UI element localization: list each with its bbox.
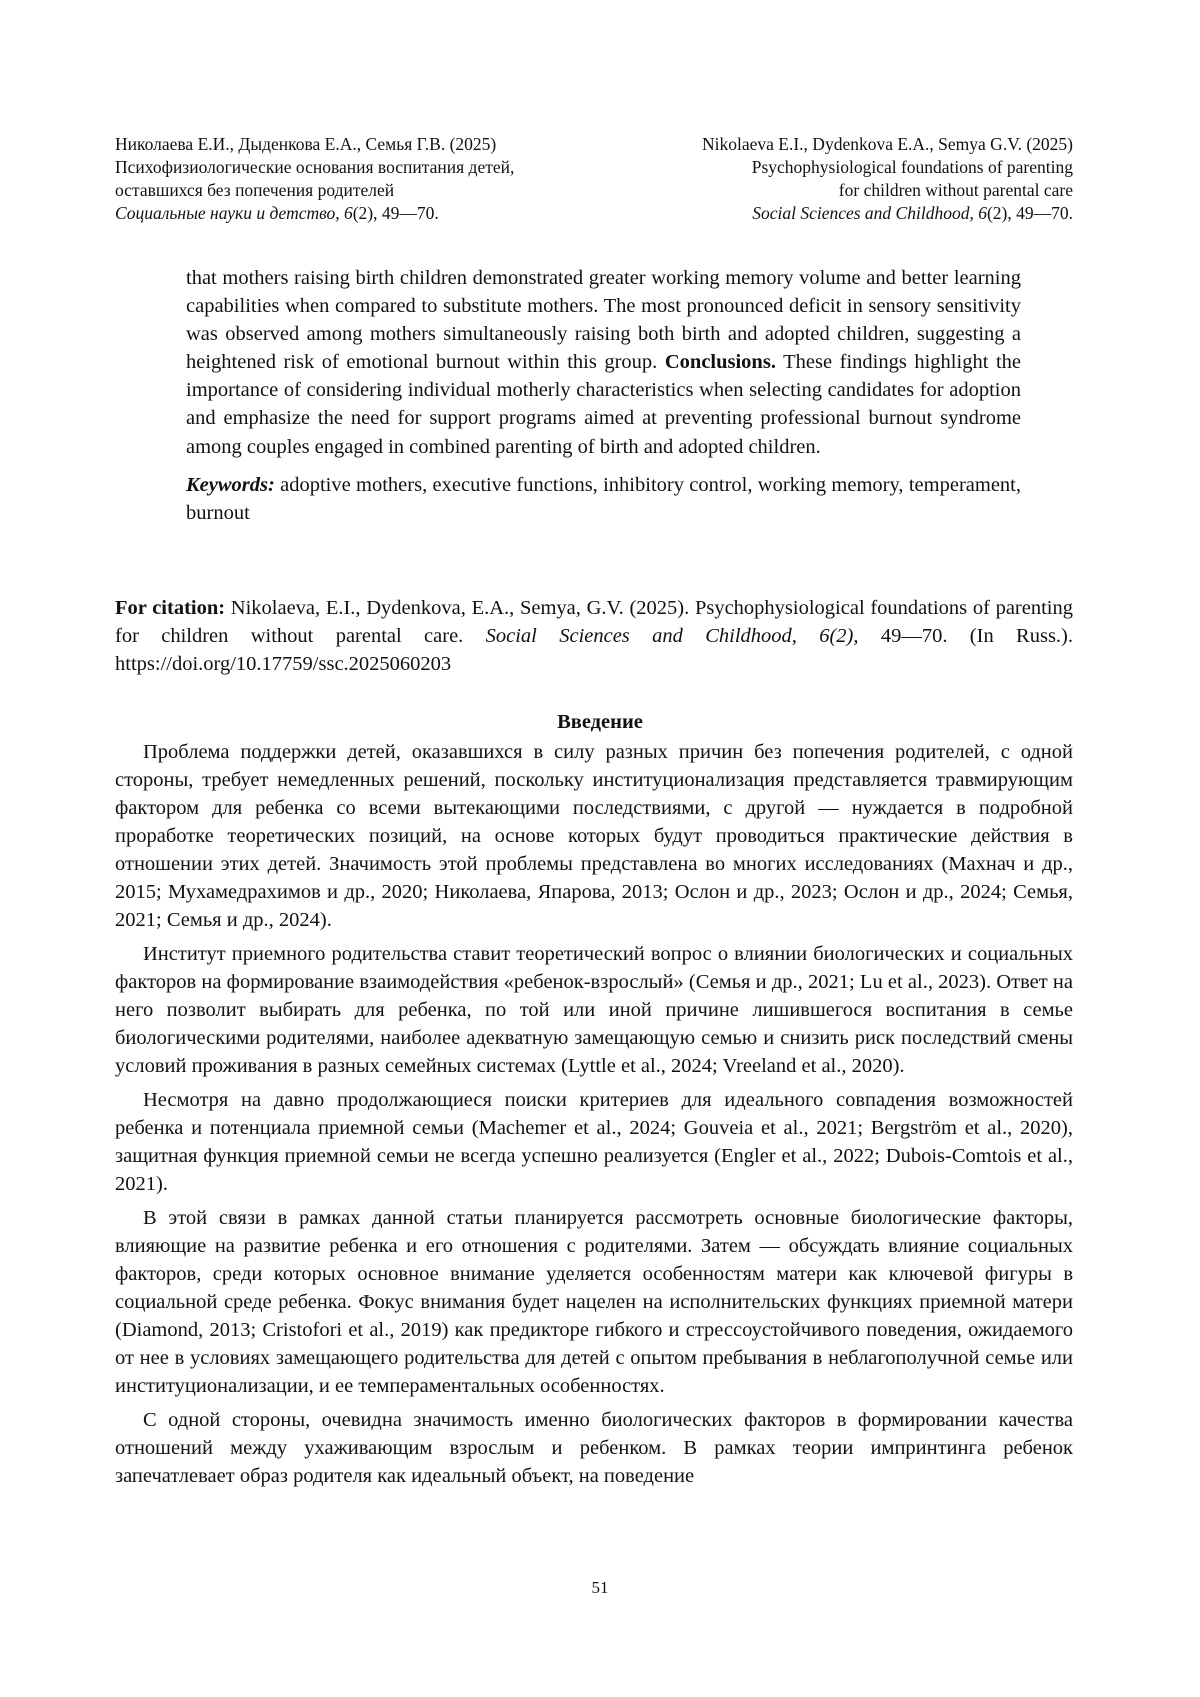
header-title-en-line1: Psychophysiological foundations of parenting — [751, 157, 1073, 177]
running-header — [115, 133, 1073, 225]
header-authors-ru: Николаева Е.И., Дыденкова Е.А., Семья Г.В. (2025) — [115, 134, 497, 154]
abstract-paragraph: that mothers raising birth children demonstrated greater working memory volume and better learning capabilities when compared to substitute mothers. The most pronounced deficit in sensory sensitivity was observed among mothers simultaneously raising both birth and adopted children, suggesting a heightened risk of emotional burnout within this group. Conclusions. These findings highlight the importance of considering individual motherly characteristics when selecting candidates for adoption and emphasize the need for support programs aimed at preventing professional burnout syndrome among couples engaged in combined parenting of birth and adopted children. — [186, 267, 1021, 458]
keywords-list: adoptive mothers, executive functions, inhibitory control, working memory, temperament, burnout — [186, 473, 1021, 524]
paragraph: Институт приемного родительства ставит теоретический вопрос о влиянии биологических и социальных факторов на формирование взаимодействия «ребенок-взрослый» (Семья и др., 2021; Lu et al., 2023). Ответ на него позволит выбирать для ребенка, по той или иной причине лишившегося воспитания в семье биологическими родителями, наиболее адекватную замещающую семью и снизить риск последствий смены условий проживания в разных семейных системах (Lyttle et al., 2024; Vreeland et al., 2020). — [115, 943, 1073, 1077]
paragraph: В этой связи в рамках данной статьи планируется рассмотреть основные биологические факторы, влияющие на развитие ребенка и его отношения с родителями. Затем — обсуждать влияние социальных факторов, среди которых основное внимание уделяется особенностям матери как ключевой фигуры в социальной среде ребенка. Фокус внимания будет нацелен на исполнительских функциях приемной матери (Diamond, 2013; Cristofori et al., 2019) как предикторе гибкого и стрессоустойчивого поведения, ожидаемого от нее в условиях замещающего родительства для детей с опытом пребывания в неблагополучной семье или институционализации, и ее темпераментальных особенностях. — [115, 1207, 1073, 1397]
citation-journal: Social Sciences and Childhood, 6 — [485, 625, 830, 647]
journal-issue-pages-en: (2), 49—70. — [986, 203, 1073, 223]
keywords-label: Keywords: — [186, 473, 275, 496]
header-authors-en: Nikolaeva E.I., Dydenkova E.A., Semya G.V. (2025) — [702, 134, 1073, 154]
paragraph: Проблема поддержки детей, оказавшихся в силу разных причин без попечения родителей, с одной стороны, требует немедленных решений, поскольку институционализация представляется травмирующим фактором для ребенка со всеми вытекающими последствиями, с другой — нуждается в подробной проработке теоретических позиций, на основе которых будут проводиться практические действия в отношении этих детей. Значимость этой проблемы представлена во многих исследованиях (Махнач и др., 2015; Мухамедрахимов и др., 2020; Николаева, Япарова, 2013; Ослон и др., 2023; Ослон и др., 2024; Семья, 2021; Семья и др., 2024). — [115, 741, 1073, 931]
running-header-english — [702, 133, 1073, 225]
header-journal-en: Social Sciences and Childhood, 6(2), 49—70. — [752, 203, 1073, 223]
keywords — [186, 471, 1021, 527]
journal-name-ru: Социальные науки и детство — [115, 203, 336, 223]
paragraph: Несмотря на давно продолжающиеся поиски критериев для идеального совпадения возможностей ребенка и потенциала приемной семьи (Machemer et al., 2024; Gouveia et al., 2021; Bergström et al., 2020), защитная функция приемной семьи не всегда успешно реализуется (Engler et al., 2022; Dubois-Comtois et al., 2021). — [115, 1089, 1073, 1195]
page-number: 51 — [591, 1578, 609, 1597]
section-heading-introduction: Введение — [557, 711, 643, 733]
running-header-russian — [115, 133, 514, 225]
journal-name-en: Social Sciences and Childhood — [752, 203, 970, 223]
abstract — [186, 264, 1021, 527]
journal-issue-pages-ru: (2), 49—70. — [352, 203, 439, 223]
header-title-en-line2: for children without parental care — [838, 180, 1073, 200]
body-text — [115, 738, 1073, 1496]
header-title-ru-line1: Психофизиологические основания воспитания детей, — [115, 157, 515, 177]
citation-label: For citation: — [115, 597, 226, 619]
header-title-ru-line2: оставшихся без попечения родителей — [115, 180, 395, 200]
journal-volume-ru: 6 — [343, 203, 353, 223]
citation: For citation: Nikolaeva, E.I., Dydenkova, E.A., Semya, G.V. (2025). Psychophysiological foundations of parenting for children without parental care. Social Sciences and Childhood, 6(2), 49—70. (In Russ.). https://doi.org/10.17759/ssc.2025060203 — [115, 597, 1074, 675]
conclusions-label: Conclusions. — [664, 351, 776, 374]
paragraph: С одной стороны, очевидна значимость именно биологических факторов в формировании качества отношений между ухаживающим взрослым и ребенком. В рамках теории импринтинга ребенок запечатлевает образ родителя как идеальный объект, на поведение — [115, 1409, 1073, 1487]
journal-volume-en: 6 — [978, 203, 987, 223]
header-journal-ru: Социальные науки и детство, 6(2), 49—70. — [115, 203, 439, 223]
citation-doi: 49—70. (In Russ.). https://doi.org/10.17759/ssc.2025060203 — [115, 625, 1073, 675]
